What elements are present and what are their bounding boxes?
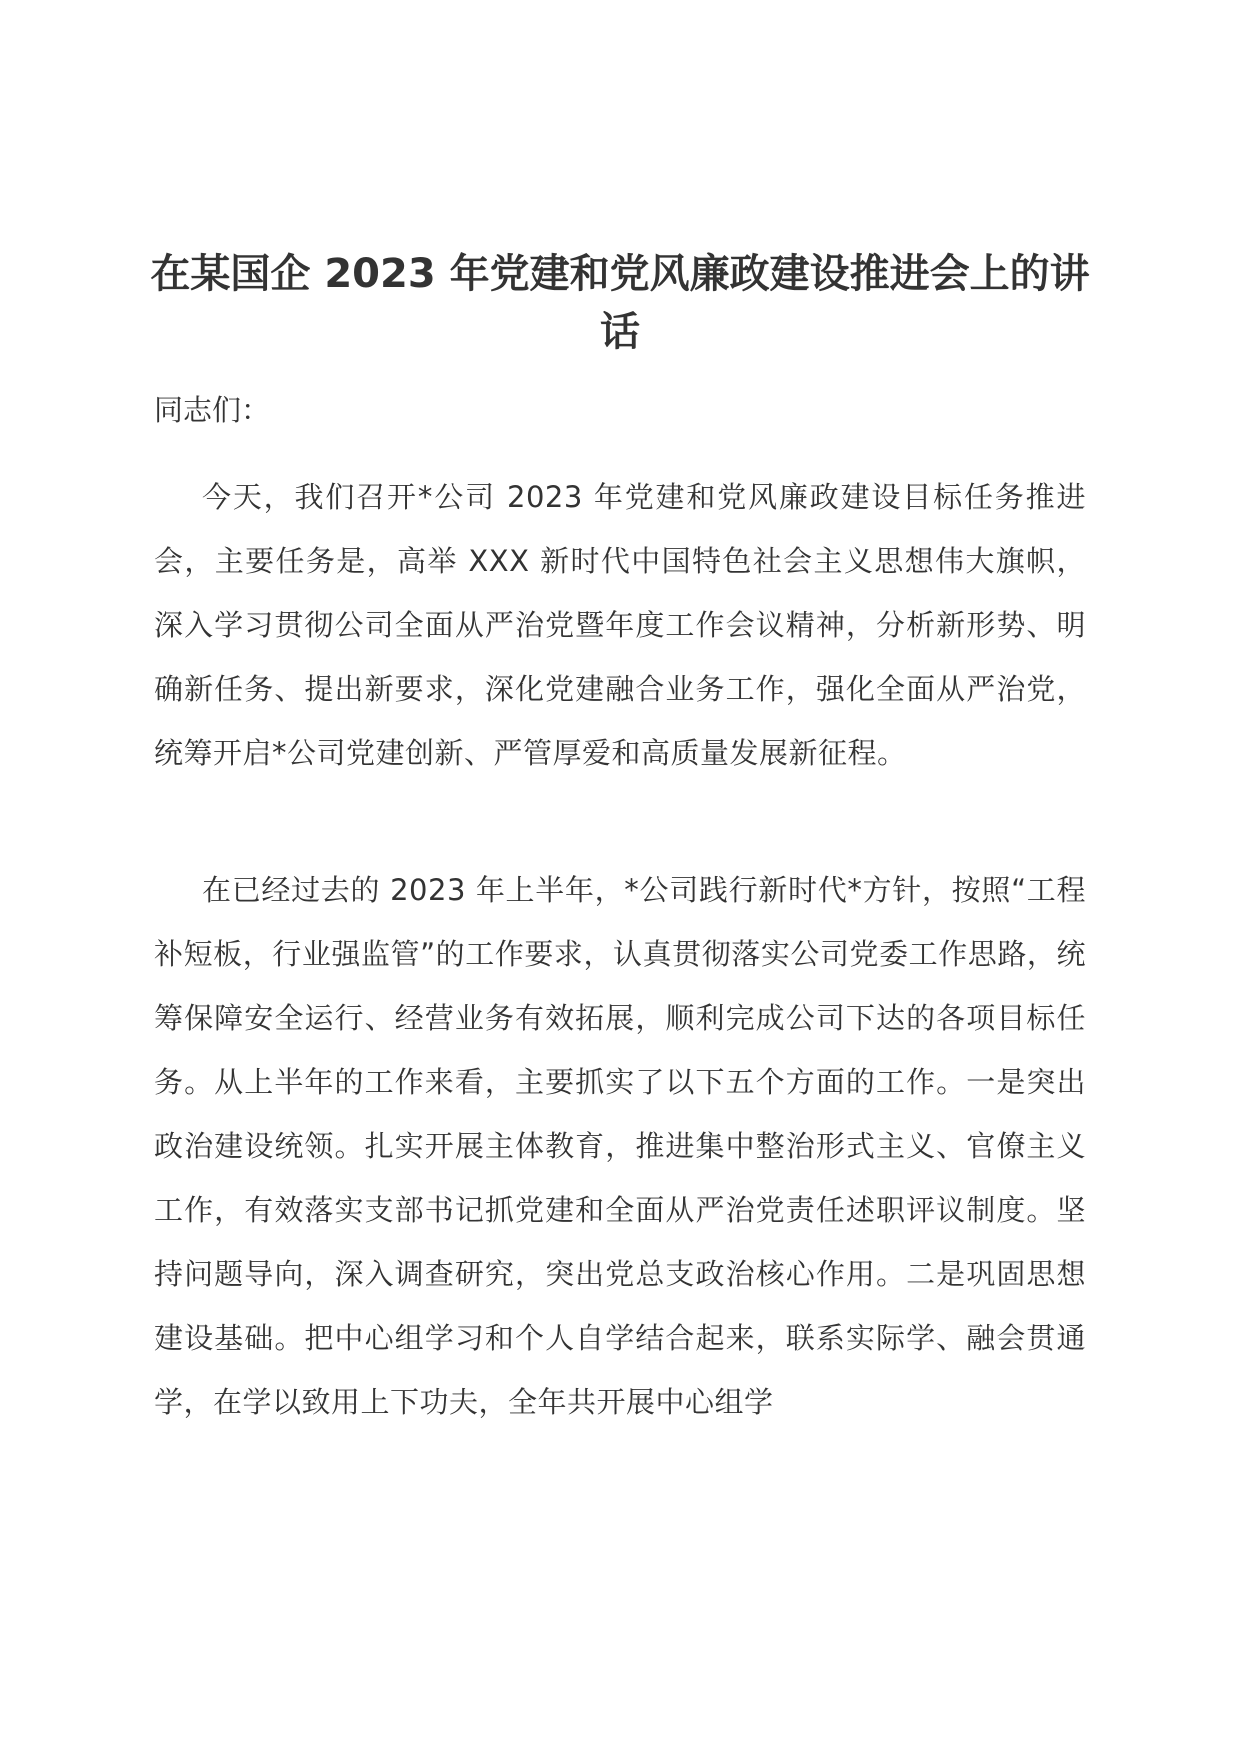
salutation: 同志们： (154, 393, 271, 427)
document-title: 在某国企 2023 年党建和党风廉政建设推进会上的讲话 (150, 251, 1090, 355)
paragraph-1: 今天，我们召开*公司 2023 年党建和党风廉政建设目标任务推进会，主要任务是，高举 XXX 新时代中国特色社会主义思想伟大旗帜，深入学习贯彻公司全面从严治党暨年度工作会议精神，分析新形势、明确新任务、提出新要求，深化党建融合业务工作，强化全面从严治党，统筹开启*公司党建创新、严管厚爱和高质量发展新征程。 (154, 480, 1086, 770)
paragraph-2: 在已经过去的 2023 年上半年，*公司践行新时代*方针，按照“工程补短板，行业强监管”的工作要求，认真贯彻落实公司党委工作思路，统筹保障安全运行、经营业务有效拓展，顺利完成公司下达的各项目标任务。从上半年的工作来看，主要抓实了以下五个方面的工作。一是突出政治建设统领。扎实开展主体教育，推进集中整治形式主义、官僚主义工作，有效落实支部书记抓党建和全面从严治党责任述职评议制度。坚持问题导向，深入调查研究，突出党总支政治核心作用。二是巩固思想建设基础。把中心组学习和个人自学结合起来，联系实际学、融会贯通学，在学以致用上下功夫，全年共开展中心组学 (154, 873, 1086, 1419)
